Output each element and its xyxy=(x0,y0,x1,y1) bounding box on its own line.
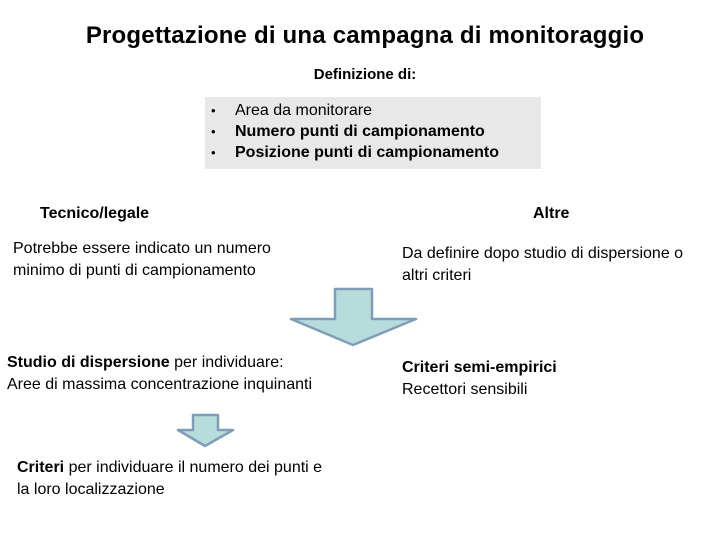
right-text-2-line: Recettori sensibili xyxy=(402,381,528,398)
left-text-1-line: minimo di punti di campionamento xyxy=(13,262,256,279)
left-text-1-line: Potrebbe essere indicato un numero xyxy=(13,240,271,257)
left-text-3-rest: per individuare il numero dei punti e xyxy=(64,459,323,476)
large-down-arrow-icon xyxy=(291,289,416,345)
left-text-2-line xyxy=(7,352,312,374)
right-text-1-line: altri criteri xyxy=(402,267,472,284)
right-text-2-line: Criteri semi-empirici xyxy=(402,359,557,376)
definition-subtitle: Definizione di: xyxy=(313,66,417,83)
bullet-icon: • xyxy=(211,124,216,139)
definition-text: Numero punti di campionamento xyxy=(235,123,485,140)
right-column-heading: Altre xyxy=(533,205,570,222)
small-down-arrow-icon xyxy=(178,415,233,446)
right-text-2 xyxy=(402,357,557,401)
definition-text: Posizione punti di campionamento xyxy=(235,144,500,161)
bullet-icon: • xyxy=(211,145,216,160)
left-text-2-bold: Studio di dispersione xyxy=(7,354,170,371)
left-text-3-line xyxy=(17,457,322,479)
left-text-2-rest: per individuare: xyxy=(169,354,284,371)
definition-text: Area da monitorare xyxy=(235,102,372,119)
left-text-2 xyxy=(7,352,312,396)
bullet-icon: • xyxy=(211,103,216,118)
page-title: Progettazione di una campagna di monitoraggio xyxy=(85,22,645,49)
left-text-2-line: Aree di massima concentrazione inquinanti xyxy=(7,376,313,393)
left-text-3-line: la loro localizzazione xyxy=(17,481,165,498)
right-text-1-line: Da definire dopo studio di dispersione o xyxy=(402,245,684,262)
right-text-1 xyxy=(402,243,683,287)
left-text-3-bold: Criteri xyxy=(17,459,65,476)
left-column-heading: Tecnico/legale xyxy=(40,205,150,222)
left-text-3 xyxy=(17,457,322,501)
